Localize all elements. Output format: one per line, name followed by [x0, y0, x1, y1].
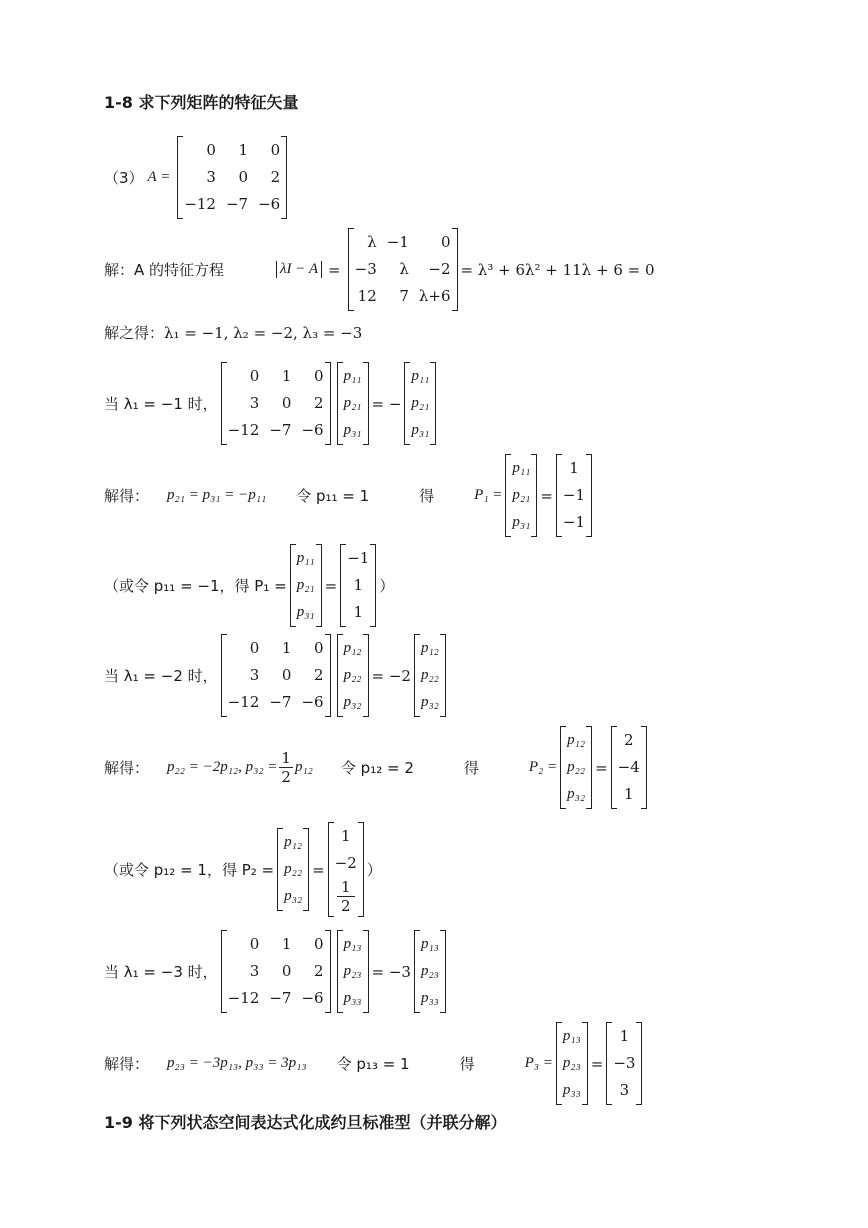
matrix-cell: 0	[238, 168, 249, 186]
solution-1-relation: p₂₁ = p₃₁ = −p₁₁	[167, 487, 267, 503]
equals-sign: =	[324, 576, 338, 595]
matrix-cell: −12	[227, 693, 260, 711]
section-heading-1-8: 1-8 求下列矩阵的特征矢量	[104, 93, 299, 112]
matrix-a	[177, 136, 287, 219]
vector-p1-def	[505, 454, 537, 537]
vector-cell: p₁₁	[296, 550, 315, 566]
solution-3	[104, 1022, 645, 1105]
matrix-cell: 0	[281, 666, 292, 684]
vector-p3	[337, 930, 369, 1013]
vector-cell: p₂₂	[343, 667, 362, 683]
let-2: 令 p₁₂ = 2	[340, 759, 414, 777]
vector-cell: p₂₁	[411, 395, 430, 411]
eigenvector-p1-alt	[340, 544, 376, 627]
solution-2-tail: p₁₂	[294, 759, 313, 775]
matrix-cell: λ+6	[418, 287, 451, 305]
matrix-cell: 0	[249, 367, 260, 385]
alt-1-open: （或令 p₁₁ = −1，得 P₁ =	[104, 577, 287, 595]
vector-cell: p₃₂	[284, 888, 303, 904]
rhs-coef: = −	[371, 394, 402, 413]
char-matrix	[348, 228, 458, 311]
matrix-cell: −1	[386, 233, 409, 251]
a-label: A =	[147, 169, 171, 185]
matrix-cell: 0	[281, 394, 292, 412]
vector-cell: p₁₂	[343, 640, 362, 656]
vector-cell: −1	[347, 549, 370, 567]
vector-cell: p₃₃	[420, 990, 439, 1006]
matrix-cell: −6	[258, 195, 281, 213]
vector-p1	[337, 362, 369, 445]
matrix-cell: 0	[249, 639, 260, 657]
vector-cell: p₂₂	[420, 667, 439, 683]
matrix-cell: 1	[281, 935, 292, 953]
matrix-cell: −6	[301, 421, 324, 439]
equals-sign: =	[540, 486, 553, 505]
eigenvector-p2	[611, 726, 647, 809]
vector-cell: −1	[562, 486, 586, 504]
de-label: 得	[459, 1055, 475, 1073]
vector-cell: p₂₃	[562, 1055, 581, 1071]
case-2-prefix: 当 λ₁ = −2 时，	[104, 667, 218, 685]
fraction-numerator: 1	[281, 749, 291, 767]
vector-cell: p₃₂	[343, 694, 362, 710]
equals-sign: =	[590, 1054, 604, 1073]
vector-cell: −2	[334, 854, 357, 872]
matrix-cell: −12	[184, 195, 216, 213]
vector-cell: 1	[619, 1027, 630, 1045]
solve-prefix: 解得：	[104, 759, 150, 777]
vector-p3-def	[556, 1022, 588, 1105]
fraction-one-half	[279, 749, 293, 786]
matrix-cell: 1	[238, 141, 249, 159]
char-eq-prefix: 解：A 的特征方程	[104, 261, 225, 279]
matrix-cell: 0	[440, 233, 451, 251]
vector-cell: p₂₃	[420, 963, 439, 979]
matrix-cell: 3	[249, 962, 260, 980]
vector-cell: 3	[619, 1081, 630, 1099]
roots-line	[104, 322, 362, 343]
vector-p1-rhs	[404, 362, 436, 445]
matrix-a-case-3	[221, 930, 331, 1013]
equals-sign: =	[328, 260, 341, 279]
matrix-cell: 1	[281, 639, 292, 657]
vector-cell: p₃₁	[296, 604, 315, 620]
matrix-cell: 0	[249, 935, 260, 953]
alternative-1	[104, 544, 394, 627]
matrix-a-case-1	[221, 362, 331, 445]
let-3: 令 p₁₃ = 1	[336, 1055, 410, 1073]
roots-prefix: 解之得：	[104, 324, 165, 342]
vector-cell: p₂₁	[296, 577, 315, 593]
vector-cell: p₃₁	[343, 422, 362, 438]
vector-cell: 1	[623, 785, 634, 803]
matrix-cell: λ	[399, 260, 409, 278]
vector-cell: −3	[613, 1054, 636, 1072]
alternative-2	[104, 822, 382, 917]
characteristic-equation	[104, 228, 655, 311]
vector-p2-rhs	[414, 634, 446, 717]
vector-cell: p₃₁	[411, 422, 430, 438]
matrix-cell: λ	[367, 233, 377, 251]
solve-prefix: 解得：	[104, 1055, 150, 1073]
vector-p2	[337, 634, 369, 717]
char-det-lhs: λI − A	[276, 261, 322, 278]
vector-cell: 2	[623, 731, 634, 749]
vector-cell: p₃₂	[567, 786, 586, 802]
solution-3-relation: p₂₃ = −3p₁₃, p₃₃ = 3p₁₃	[167, 1055, 307, 1071]
solve-prefix: 解得：	[104, 487, 150, 505]
matrix-cell: −7	[269, 421, 292, 439]
vector-cell: p₁₂	[420, 640, 439, 656]
solution-2	[104, 726, 650, 809]
matrix-cell: 2	[314, 666, 324, 684]
alt-2-open: （或令 p₁₂ = 1，得 P₂ =	[104, 861, 275, 879]
case-2-equation	[104, 634, 449, 717]
case-1-prefix: 当 λ₁ = −1 时，	[104, 395, 218, 413]
vector-cell: −1	[562, 513, 586, 531]
part-label: （3）	[104, 169, 144, 187]
vector-cell: p₂₁	[512, 487, 531, 503]
vector-cell: p₂₁	[343, 395, 362, 411]
matrix-cell: 2	[270, 168, 281, 186]
vector-cell: p₃₂	[420, 694, 439, 710]
vector-cell: p₂₂	[567, 759, 586, 775]
vector-cell: 1	[353, 576, 364, 594]
matrix-cell: 0	[270, 141, 281, 159]
vector-cell: p₁₂	[284, 834, 303, 850]
matrix-a-case-2	[221, 634, 331, 717]
vector-cell: 1	[569, 459, 579, 477]
matrix-cell: 2	[314, 962, 324, 980]
matrix-cell: −7	[269, 693, 292, 711]
matrix-cell: 0	[314, 935, 324, 953]
eigenvector-p1	[556, 454, 592, 537]
equals-sign: =	[312, 860, 325, 879]
vector-cell: p₂₃	[343, 963, 362, 979]
matrix-cell: −7	[225, 195, 249, 213]
fraction-denominator: 2	[281, 768, 291, 786]
vector-cell: p₁₃	[420, 936, 439, 952]
eigenvector-p3	[606, 1022, 642, 1105]
section-heading-1-9: 1-9 将下列状态空间表达式化成约旦标准型（并联分解）	[104, 1113, 507, 1132]
vector-cell: p₁₂	[567, 732, 586, 748]
matrix-cell: 0	[314, 639, 324, 657]
equals-sign: =	[595, 758, 608, 777]
vector-p2-alt	[277, 828, 309, 911]
vector-cell: p₁₃	[343, 936, 362, 952]
matrix-cell: −6	[301, 693, 324, 711]
case-3-prefix: 当 λ₁ = −3 时，	[104, 963, 218, 981]
matrix-cell: −12	[227, 421, 260, 439]
roots: λ₁ = −1, λ₂ = −2, λ₃ = −3	[164, 323, 363, 342]
vector-cell: p₁₁	[512, 460, 531, 476]
vector-cell: p₂₂	[284, 861, 303, 877]
vector-cell: p₁₁	[343, 368, 362, 384]
fraction-denominator: 2	[340, 897, 351, 915]
matrix-a-definition	[104, 136, 290, 219]
eigenvector-p2-alt	[328, 822, 364, 917]
rhs-coef: = −3	[371, 962, 411, 981]
rhs-coef: = −2	[371, 666, 411, 685]
p1-label: P₁ =	[474, 487, 503, 503]
vector-cell-fraction	[335, 878, 357, 915]
matrix-cell: −2	[428, 260, 451, 278]
matrix-cell: 7	[399, 287, 409, 305]
p3-label: P₃ =	[524, 1055, 553, 1071]
matrix-cell: 2	[314, 394, 324, 412]
solution-1	[104, 454, 595, 537]
matrix-cell: −12	[227, 989, 260, 1007]
fraction-numerator: 1	[337, 878, 355, 897]
matrix-cell: 3	[249, 666, 260, 684]
vector-p1-alt	[290, 544, 322, 627]
vector-cell: p₃₃	[343, 990, 362, 1006]
vector-cell: 1	[353, 603, 364, 621]
matrix-cell: 0	[281, 962, 292, 980]
matrix-cell: 0	[206, 141, 216, 159]
matrix-cell: −6	[301, 989, 324, 1007]
char-poly: = λ³ + 6λ² + 11λ + 6 = 0	[460, 260, 655, 279]
matrix-cell: 1	[281, 367, 292, 385]
de-label: 得	[419, 487, 435, 505]
vector-cell: p₁₁	[411, 368, 430, 384]
de-label: 得	[463, 759, 479, 777]
vector-p2-def	[560, 726, 592, 809]
vector-cell: p₃₁	[512, 514, 531, 530]
matrix-cell: 3	[249, 394, 260, 412]
case-3-equation	[104, 930, 449, 1013]
solution-2-relation: p₂₂ = −2p₁₂, p₃₂ =	[167, 759, 278, 775]
alt-close: ）	[379, 577, 395, 595]
vector-cell: −4	[617, 758, 640, 776]
alt-close: ）	[366, 861, 382, 879]
case-1-equation	[104, 362, 439, 445]
vector-cell: p₃₃	[562, 1082, 581, 1098]
p2-label: P₂ =	[528, 759, 558, 775]
matrix-cell: 3	[206, 168, 216, 186]
matrix-cell: −7	[269, 989, 292, 1007]
matrix-cell: −3	[354, 260, 377, 278]
vector-p3-rhs	[414, 930, 446, 1013]
matrix-cell: 12	[357, 287, 377, 305]
let-1: 令 p₁₁ = 1	[296, 487, 370, 505]
matrix-cell: 0	[314, 367, 324, 385]
vector-cell: 1	[340, 827, 351, 845]
vector-cell: p₁₃	[562, 1028, 581, 1044]
